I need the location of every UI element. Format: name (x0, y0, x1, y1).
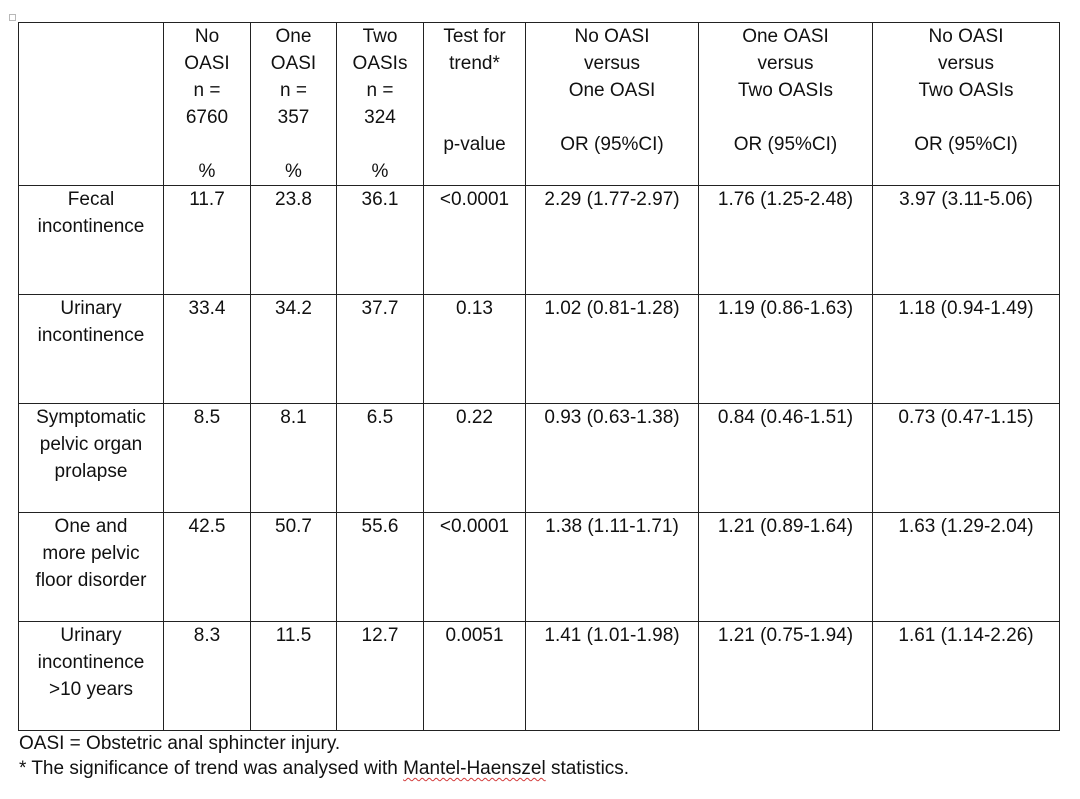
table-cell: 1.02 (0.81-1.28) (526, 295, 699, 404)
table-cell: 1.19 (0.86-1.63) (699, 295, 873, 404)
table-cell: 11.7 (164, 186, 251, 295)
row-label: Urinary incontinence (19, 295, 164, 404)
table-cell: 2.29 (1.77-2.97) (526, 186, 699, 295)
table-row-urinary-incontinence (19, 295, 1060, 404)
table-cell: 1.38 (1.11-1.71) (526, 513, 699, 622)
table-row-fecal-incontinence (19, 186, 1060, 295)
table-cell: 8.3 (164, 622, 251, 731)
row-label: Fecal incontinence (19, 186, 164, 295)
table-row-pelvic-floor-disorder (19, 513, 1060, 622)
table-cell: 37.7 (337, 295, 424, 404)
trend-footnote-prefix: * The significance of trend was analysed with (19, 758, 404, 779)
trend-footnote (19, 756, 629, 781)
table-cell: <0.0001 (424, 513, 526, 622)
table-cell: 1.21 (0.89-1.64) (699, 513, 873, 622)
table-cell: 1.41 (1.01-1.98) (526, 622, 699, 731)
header-cell-one-vs-two: One OASI versus Two OASIs OR (95%CI) (699, 23, 873, 186)
table-cell: 34.2 (251, 295, 337, 404)
abbreviation-footnote: OASI = Obstetric anal sphincter injury. (19, 733, 341, 754)
table-row-urinary-incontinence-10-years (19, 622, 1060, 731)
header-cell-two-oasis: Two OASIs n = 324 % (337, 23, 424, 186)
table-cell: 8.5 (164, 404, 251, 513)
spellcheck-flagged-word[interactable]: Mantel-Haenszel (403, 758, 546, 779)
header-cell-no-vs-two: No OASI versus Two OASIs OR (95%CI) (873, 23, 1060, 186)
header-cell-empty (19, 23, 164, 186)
table-cell: 1.18 (0.94-1.49) (873, 295, 1060, 404)
header-cell-one-oasi: One OASI n = 357 % (251, 23, 337, 186)
table-cell: 33.4 (164, 295, 251, 404)
table-cell: 12.7 (337, 622, 424, 731)
table-cell: 1.76 (1.25-2.48) (699, 186, 873, 295)
table-cell: 0.22 (424, 404, 526, 513)
header-cell-trend-test: Test for trend* p-value (424, 23, 526, 186)
table-cell: 42.5 (164, 513, 251, 622)
table-cell: 0.0051 (424, 622, 526, 731)
table-cell: <0.0001 (424, 186, 526, 295)
row-label: Urinary incontinence >10 years (19, 622, 164, 731)
table-cell: 23.8 (251, 186, 337, 295)
row-label: Symptomatic pelvic organ prolapse (19, 404, 164, 513)
table-cell: 8.1 (251, 404, 337, 513)
header-cell-no-oasi: No OASI n = 6760 % (164, 23, 251, 186)
table-cell: 0.93 (0.63-1.38) (526, 404, 699, 513)
table-cell: 11.5 (251, 622, 337, 731)
table-cell: 1.61 (1.14-2.26) (873, 622, 1060, 731)
row-label: One and more pelvic floor disorder (19, 513, 164, 622)
table-cell: 0.84 (0.46-1.51) (699, 404, 873, 513)
table-cell: 55.6 (337, 513, 424, 622)
table-cell: 6.5 (337, 404, 424, 513)
table-cell: 3.97 (3.11-5.06) (873, 186, 1060, 295)
table-header-row (19, 23, 1060, 186)
table-cell: 50.7 (251, 513, 337, 622)
trend-footnote-suffix: statistics. (545, 758, 630, 779)
table-footnotes (19, 731, 629, 781)
table-cell: 0.13 (424, 295, 526, 404)
table-cell: 36.1 (337, 186, 424, 295)
table-cell: 0.73 (0.47-1.15) (873, 404, 1060, 513)
header-cell-no-vs-one: No OASI versus One OASI OR (95%CI) (526, 23, 699, 186)
table-move-handle[interactable] (9, 14, 16, 21)
results-table (18, 22, 1060, 731)
table-row-pelvic-organ-prolapse (19, 404, 1060, 513)
table-cell: 1.21 (0.75-1.94) (699, 622, 873, 731)
table-cell: 1.63 (1.29-2.04) (873, 513, 1060, 622)
